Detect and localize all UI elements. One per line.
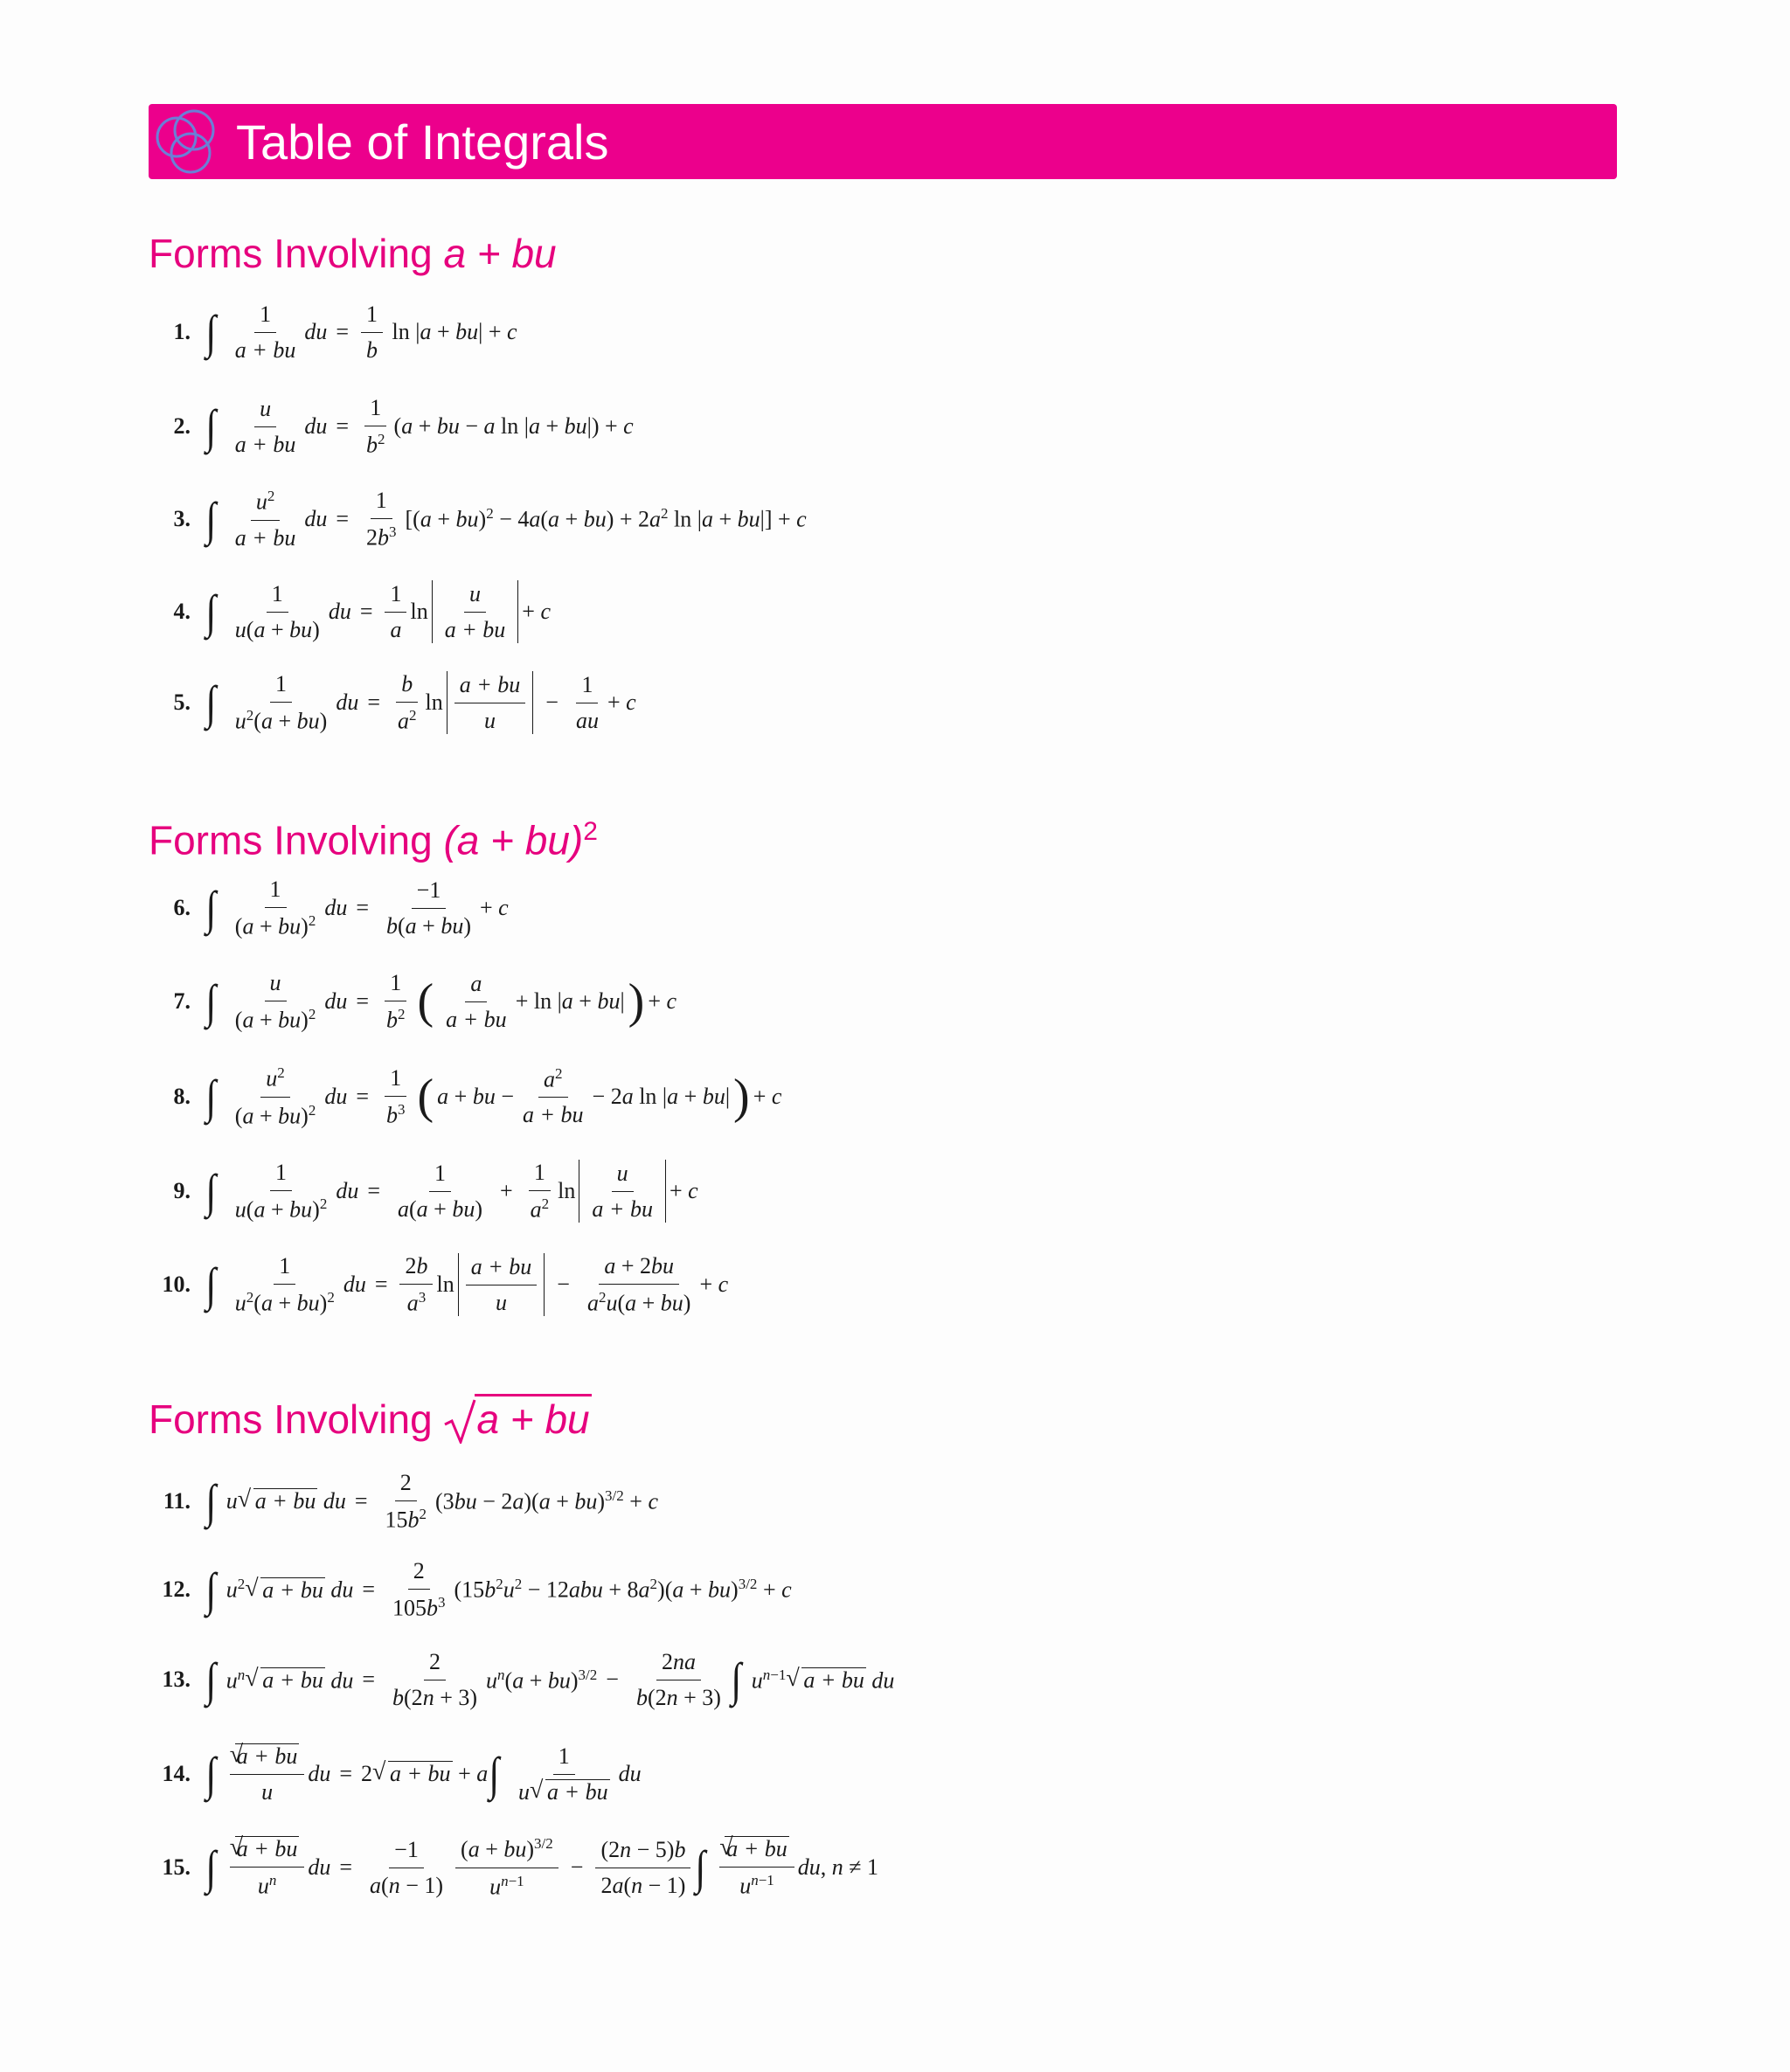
formula-6: 6. ∫ $\frac{1}{(a + bu)^2}$ du = $\frac{-1}{b(a + bu)}$ + c — [149, 877, 509, 939]
title-banner — [149, 104, 1617, 179]
formula-number: 5. — [173, 690, 191, 716]
formula-13: 13. ∫ $u^n√$ a + bu du = $\frac{2}{b(2n + 3)}$ $u^n(a + bu)^{3/2}$ − $\frac{2na}{b(2n + 3)}$ ∫ $u^{n-1}√$ a + bu du — [149, 1649, 894, 1711]
formula-9: 9. ∫ $\frac{1}{u(a + bu)^2}$ du = $\frac{1}{a(a + bu)}$ + $\frac{1}{a^2}$ ln $\frac{u}{a + bu}$ + c — [149, 1160, 698, 1223]
page-title: Table of Integrals — [236, 114, 609, 170]
formula-number: 8. — [173, 1084, 191, 1110]
formula-8: 8. ∫ $\frac{u^2}{(a + bu)^2}$ du = $\frac{1}{b^3}$ ( a + bu − $\frac{a^2}{a + bu}$ − 2a ln |a + bu| ) + c — [149, 1064, 781, 1129]
formula-number: 1. — [173, 319, 191, 345]
circles-logo-icon — [149, 104, 224, 179]
formula-11: 11. ∫ u√ a + bu du = $\frac{2}{15b^2}$ (3bu − 2a)(a + bu)$^{3/2}$ + c — [149, 1470, 658, 1533]
formula-number: 6. — [173, 895, 191, 921]
formula-5: 5. ∫ $\frac{1}{u^2(a + bu)}$ du = $\frac{b}{a^2}$ ln $\frac{a + bu}{u}$ − $\frac{1}{au}$ + c — [149, 671, 636, 734]
formula-number: 13. — [162, 1667, 191, 1693]
formula-3: 3. ∫ $\frac{u^2}{a + bu}$ du = $\frac{1}{2b^3}$ [$(a + bu)^2 - 4a(a + bu) + 2a^2$ ln |a + bu|] + c — [149, 488, 807, 551]
formula-14: 14. ∫ √ $\frac{a + bu}{u}$ du = 2√ a + bu + a ∫ $\frac{1}{u√ a + bu}$ du — [149, 1743, 642, 1805]
radical-sign-icon — [443, 1398, 476, 1444]
formula-number: 14. — [162, 1761, 191, 1787]
formula-10: 10. ∫ $\frac{1}{u^2(a + bu)^2}$ du = $\frac{2b}{a^3}$ ln $\frac{a + bu}{u}$ − $\frac{a + 2bu}{a^2u(a + bu)}$ + c — [149, 1253, 728, 1316]
formula-number: 4. — [173, 599, 191, 625]
formula-1: 1. ∫ $\frac{1}{a + bu}$ du = $\frac{1}{b}$ ln |a + bu| + c — [149, 301, 517, 364]
formula-number: 2. — [173, 413, 191, 440]
section-heading-a-plus-bu-squared: Forms Involving (a + bu)$^2$ — [149, 817, 598, 863]
formula-15: 15. ∫ √ $\frac{a + bu}{u^n}$ du = $\frac{-1}{a(n - 1)}$ $\frac{(a + bu)^{3/2}}{u^{n-1}}$ − $\frac{(2n - 5)b}{2a(n - 1)}$ ∫ √ $\frac{a + bu}{u^{n-1}}$ du, n ≠ 1 — [149, 1835, 878, 1900]
formula-number: 10. — [162, 1272, 191, 1298]
section-heading-a-plus-bu: Forms Involving a + bu — [149, 231, 557, 276]
formula-number: 15. — [162, 1854, 191, 1881]
formula-7: 7. ∫ $\frac{u}{(a + bu)^2}$ du = $\frac{1}{b^2}$ ( $\frac{a}{a + bu}$ + ln |a + bu| ) + c — [149, 970, 676, 1033]
section-heading-sqrt-a-plus-bu: Forms Involving a + bu — [149, 1393, 592, 1445]
formula-number: 9. — [173, 1178, 191, 1204]
formula-4: 4. ∫ $\frac{1}{u(a + bu)}$ du = $\frac{1}{a}$ ln $\frac{u}{a + bu}$ + c — [149, 580, 551, 643]
formula-number: 12. — [162, 1577, 191, 1603]
formula-number: 11. — [163, 1488, 191, 1514]
formula-12: 12. ∫ $u^2√$ a + bu du = $\frac{2}{105b^3}$ $(15b^2u^2 - 12abu + 8a^2)(a + bu)^{3/2} + c$ — [149, 1558, 792, 1621]
formula-number: 7. — [173, 988, 191, 1015]
formula-2: 2. ∫ $\frac{u}{a + bu}$ du = $\frac{1}{b^2}$ (a + bu − a ln |a + bu|) + c — [149, 395, 634, 458]
formula-number: 3. — [173, 506, 191, 532]
